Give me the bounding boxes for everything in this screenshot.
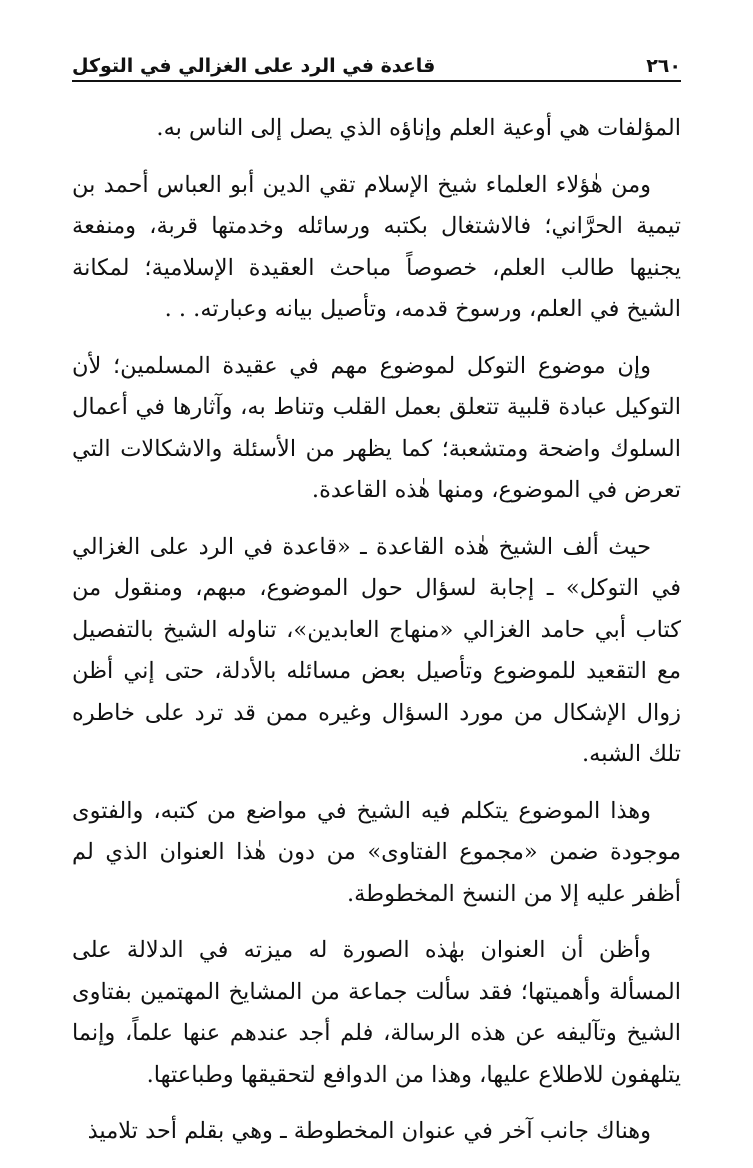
running-title: قاعدة في الرد على الغزالي في التوكل [72,55,436,77]
body-text [72,108,681,1168]
paragraph-7: وهناك جانب آخر في عنوان المخطوطة ـ وهي بقلم أحد تلاميذ [87,1118,651,1144]
paragraph-5: وهذا الموضوع يتكلم فيه الشيخ في مواضع من كتبه، والفتوى موجودة ضمن «مجموع الفتاوى» من دون هٰذا العنوان الذي لم أظفر عليه إلا من النسخ المخطوطة. [72,797,681,907]
page-header [72,48,681,82]
paragraph-4: حيث ألف الشيخ هٰذه القاعدة ـ «قاعدة في الرد على الغزالي في التوكل» ـ إجابة لسؤال حول الموضوع، مبهم، ومنقول من كتاب أبي حامد الغزالي «منهاج العابدين»، تناوله الشيخ بالتفصيل مع التقعيد للموضوع وتأصيل بعض مسائله بالأدلة، حتى إني أظن زوال الإشكال من مورد السؤال وغيره ممن قد ترد على خاطره تلك الشبه. [72,533,681,767]
paragraph-2: ومن هٰؤلاء العلماء شيخ الإسلام تقي الدين أبو العباس أحمد بن تيمية الحرَّاني؛ فالاشتغال بكتبه ورسائله وخدمتها قربة، ومنفعة يجنيها طالب العلم، خصوصاً مباحث العقيدة الإسلامية؛ لمكانة الشيخ في العلم، ورسوخ قدمه، وتأصيل بيانه وعبارته. . . [72,171,681,322]
page-number: ٢٦٠ [646,55,681,77]
paragraph-6: وأظن أن العنوان بهٰذه الصورة له ميزته في الدلالة على المسألة وأهميتها؛ فقد سألت جماعة من المشايخ المهتمين بفتاوى الشيخ وتآليفه عن هذه الرسالة، فلم أجد عندهم عنها علماً، وإنما يتلهفون للاطلاع عليها، وهذا من الدوافع لتحقيقها وطباعتها. [72,937,681,1088]
paragraph-1: المؤلفات هي أوعية العلم وإناؤه الذي يصل إلى الناس به. [156,115,681,141]
paragraph-3: وإن موضوع التوكل لموضوع مهم في عقيدة المسلمين؛ لأن التوكيل عبادة قلبية تتعلق بعمل القلب وتناط به، وآثارها في أعمال السلوك واضحة ومتشعبة؛ كما يظهر من الأسئلة والاشكالات التي تعرض في الموضوع، ومنها هٰذه القاعدة. [72,352,681,503]
